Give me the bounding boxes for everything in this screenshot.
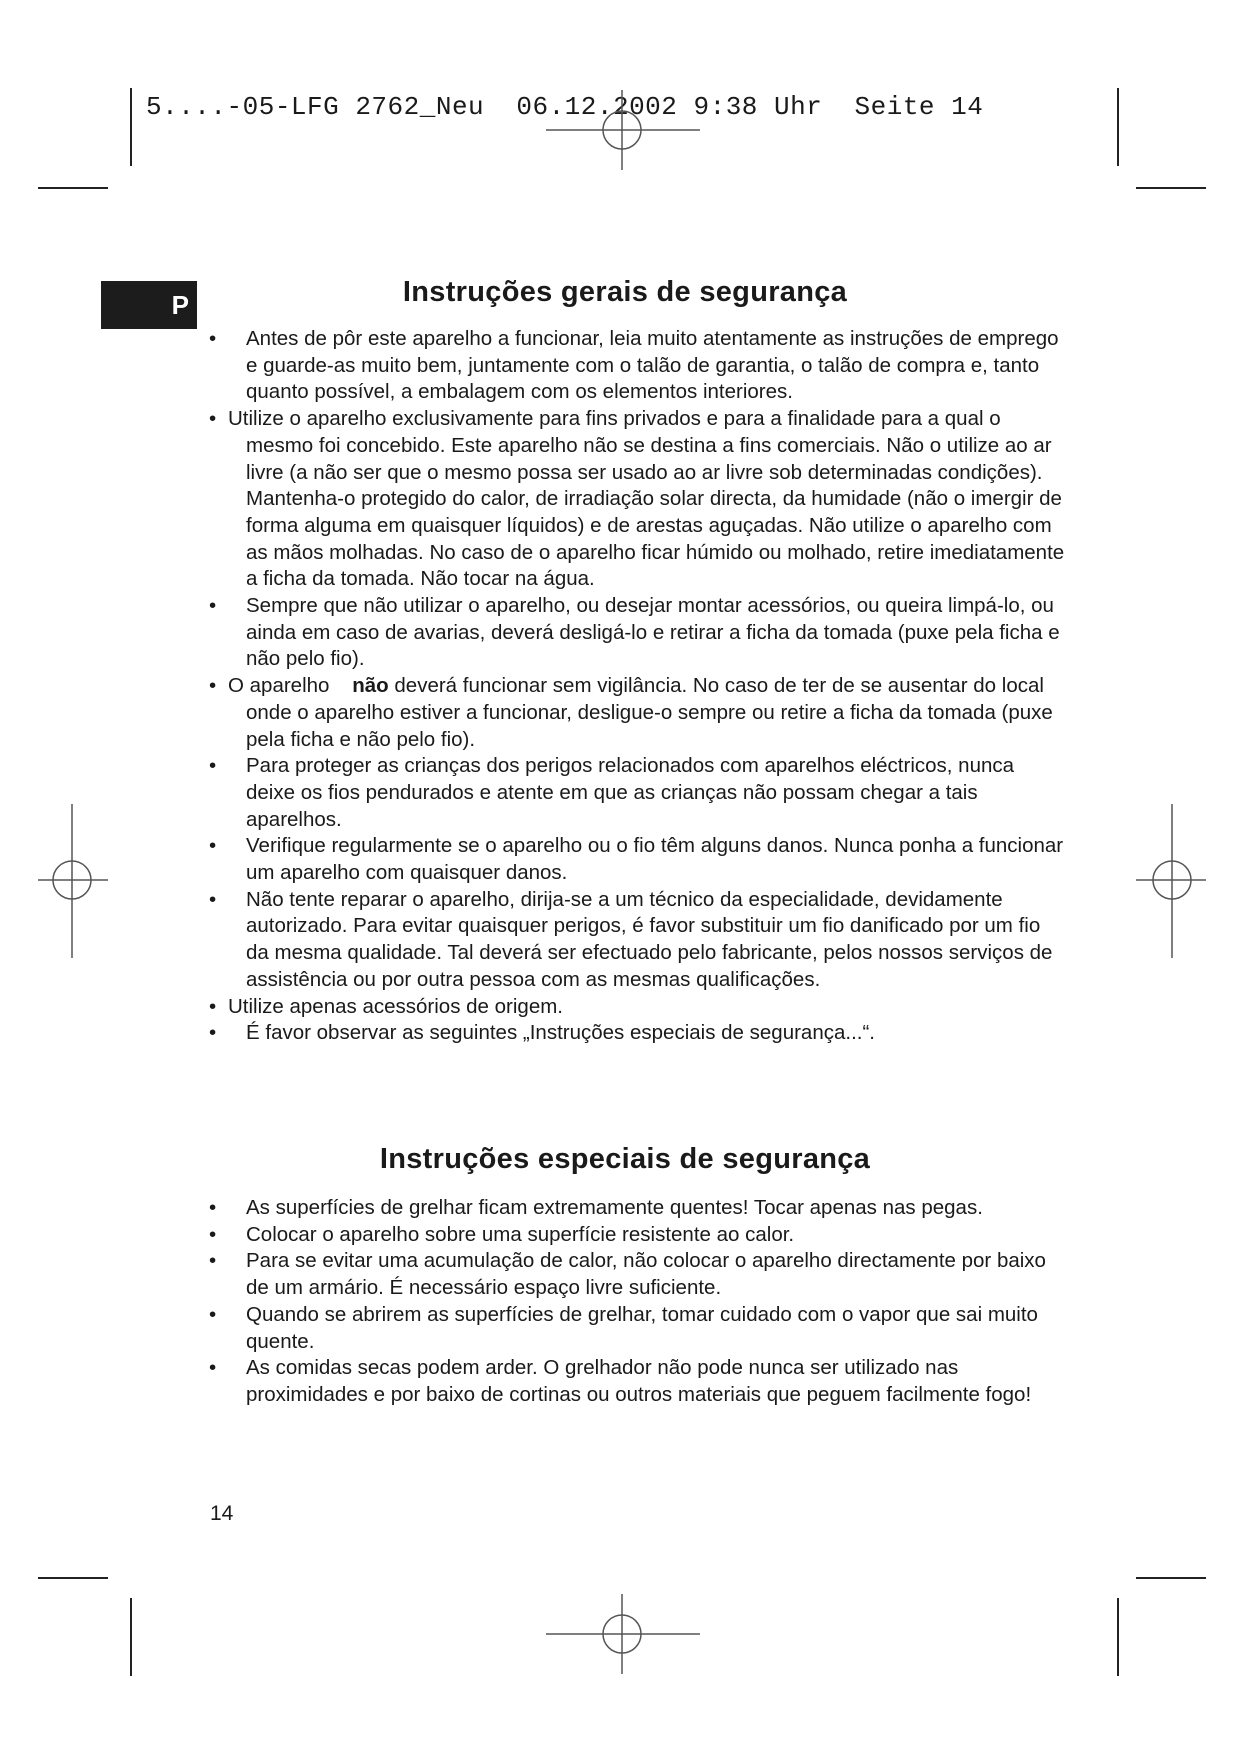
registration-mark-bottom (546, 1594, 700, 1674)
list-item (205, 593, 1065, 673)
general-safety-list (205, 326, 1065, 1047)
list-item-text-post: deverá funcionar sem vigilância. No caso de ter de se ausentar do local onde o aparelho estiver a funcionar, desligue-o sempre ou retire a ficha da tomada (puxe pela ficha e não pelo fio). (246, 674, 1053, 751)
list-item (205, 406, 1065, 593)
list-item (205, 887, 1065, 994)
list-item-text: Para proteger as crianças dos perigos relacionados com aparelhos eléctricos, nunca deixe os fios pendurados e atente em que as crianças não possam chegar a tais aparelhos. (246, 754, 1015, 831)
bullet: • (209, 594, 217, 618)
bullet: • (209, 1356, 217, 1380)
list-item-text: Antes de pôr este aparelho a funcionar, leia muito atentamente as instruções de emprego e guarde-as muito bem, juntamente com o talão de garantia, o talão de compra e, tanto quanto possível, a embalagem com os elementos interiores. (246, 327, 1059, 404)
list-item (205, 753, 1065, 833)
list-item (205, 1302, 1065, 1355)
list-item (205, 1355, 1065, 1408)
general-safety-title: Instruções gerais de segurança (402, 276, 848, 308)
list-item (205, 326, 1065, 406)
list-item-text: É favor observar as seguintes „Instruções especiais de segurança...“. (246, 1021, 875, 1045)
bullet: • (209, 1222, 217, 1246)
print-slug-header: 5....-05-LFG 2762_Neu 06.12.2002 9:38 Uhr Seite 14 (146, 92, 984, 122)
list-item (205, 1195, 1065, 1222)
bullet: • (209, 1196, 217, 1219)
list-item (205, 1248, 1065, 1301)
list-item-text: Não tente reparar o aparelho, dirija-se a um técnico da especialidade, devidamente autorizado. Para evitar quaisquer perigos, é favor substituir um fio danificado por um fio da mesma qualidade. Tal deverá ser efectuado pelo fabricante, pelos nossos serviços de assistência ou por outra pessoa com as mesmas qualificações. (246, 887, 1053, 991)
list-item-text: As superfícies de grelhar ficam extremamente quentes! Tocar apenas nas pegas. (246, 1196, 983, 1219)
list-item (205, 833, 1065, 886)
bullet: • (209, 754, 217, 778)
list-item-text: Utilize o aparelho exclusivamente para fins privados e para a finalidade para a qual o mesmo foi concebido. Este aparelho não se destina a fins comerciais. Não o utilize ao ar livre (a não ser que o mesmo possa ser usado ao ar livre sob determinadas condições). Mantenha-o protegido do calor, de irradiação solar directa, da humidade (não o imergir de forma alguma em quaisquer líquidos) e de arestas aguçadas. Não utilize o aparelho com as mãos molhadas. No caso de o aparelho ficar húmido ou molhado, retire imediatamente a ficha da tomada. Não tocar na água. (228, 407, 1065, 591)
list-item (205, 1020, 1065, 1047)
list-item-text: Sempre que não utilizar o aparelho, ou desejar montar acessórios, ou queira limpá-lo, ou ainda em caso de avarias, deverá desligá-lo e retirar a ficha da tomada (puxe pela ficha e não pelo fio). (246, 594, 1060, 671)
bullet: • (209, 327, 217, 350)
registration-mark-left (38, 804, 108, 958)
emphasis-nao: não (352, 674, 389, 698)
list-item-text: Utilize apenas acessórios de origem. (228, 994, 563, 1018)
list-item-text-pre: O aparelho (228, 674, 330, 698)
bullet: • (209, 887, 217, 911)
list-item-text: Quando se abrirem as superfícies de grelhar, tomar cuidado com o vapor que sai muito quente. (246, 1302, 1038, 1353)
bullet: • (209, 1302, 217, 1326)
list-item (205, 994, 1065, 1021)
bullet: • (209, 834, 217, 858)
registration-mark-right (1136, 804, 1206, 958)
bullet: • (209, 674, 217, 698)
special-safety-title: Instruções especiais de segurança (379, 1143, 871, 1175)
list-item-text: Para se evitar uma acumulação de calor, não colocar o aparelho directamente por baixo de um armário. É necessário espaço livre suficiente. (246, 1249, 1046, 1300)
list-item-text: Colocar o aparelho sobre uma superfície resistente ao calor. (246, 1222, 795, 1246)
special-safety-list (205, 1195, 1065, 1409)
bullet: • (209, 1249, 217, 1273)
list-item (205, 673, 1065, 753)
list-item (205, 1222, 1065, 1249)
registration-mark-top (546, 90, 700, 170)
bullet: • (209, 407, 217, 431)
bullet: • (209, 1021, 217, 1045)
list-item-text: As comidas secas podem arder. O grelhador não pode nunca ser utilizado nas proximidades e por baixo de cortinas ou outros materiais que peguem facilmente fogo! (246, 1356, 1032, 1406)
bullet: • (209, 994, 217, 1018)
language-tab: P (101, 281, 197, 329)
page-number: 14 (210, 1502, 234, 1525)
list-item-text: Verifique regularmente se o aparelho ou o fio têm alguns danos. Nunca ponha a funcionar um aparelho com quaisquer danos. (246, 834, 1064, 885)
